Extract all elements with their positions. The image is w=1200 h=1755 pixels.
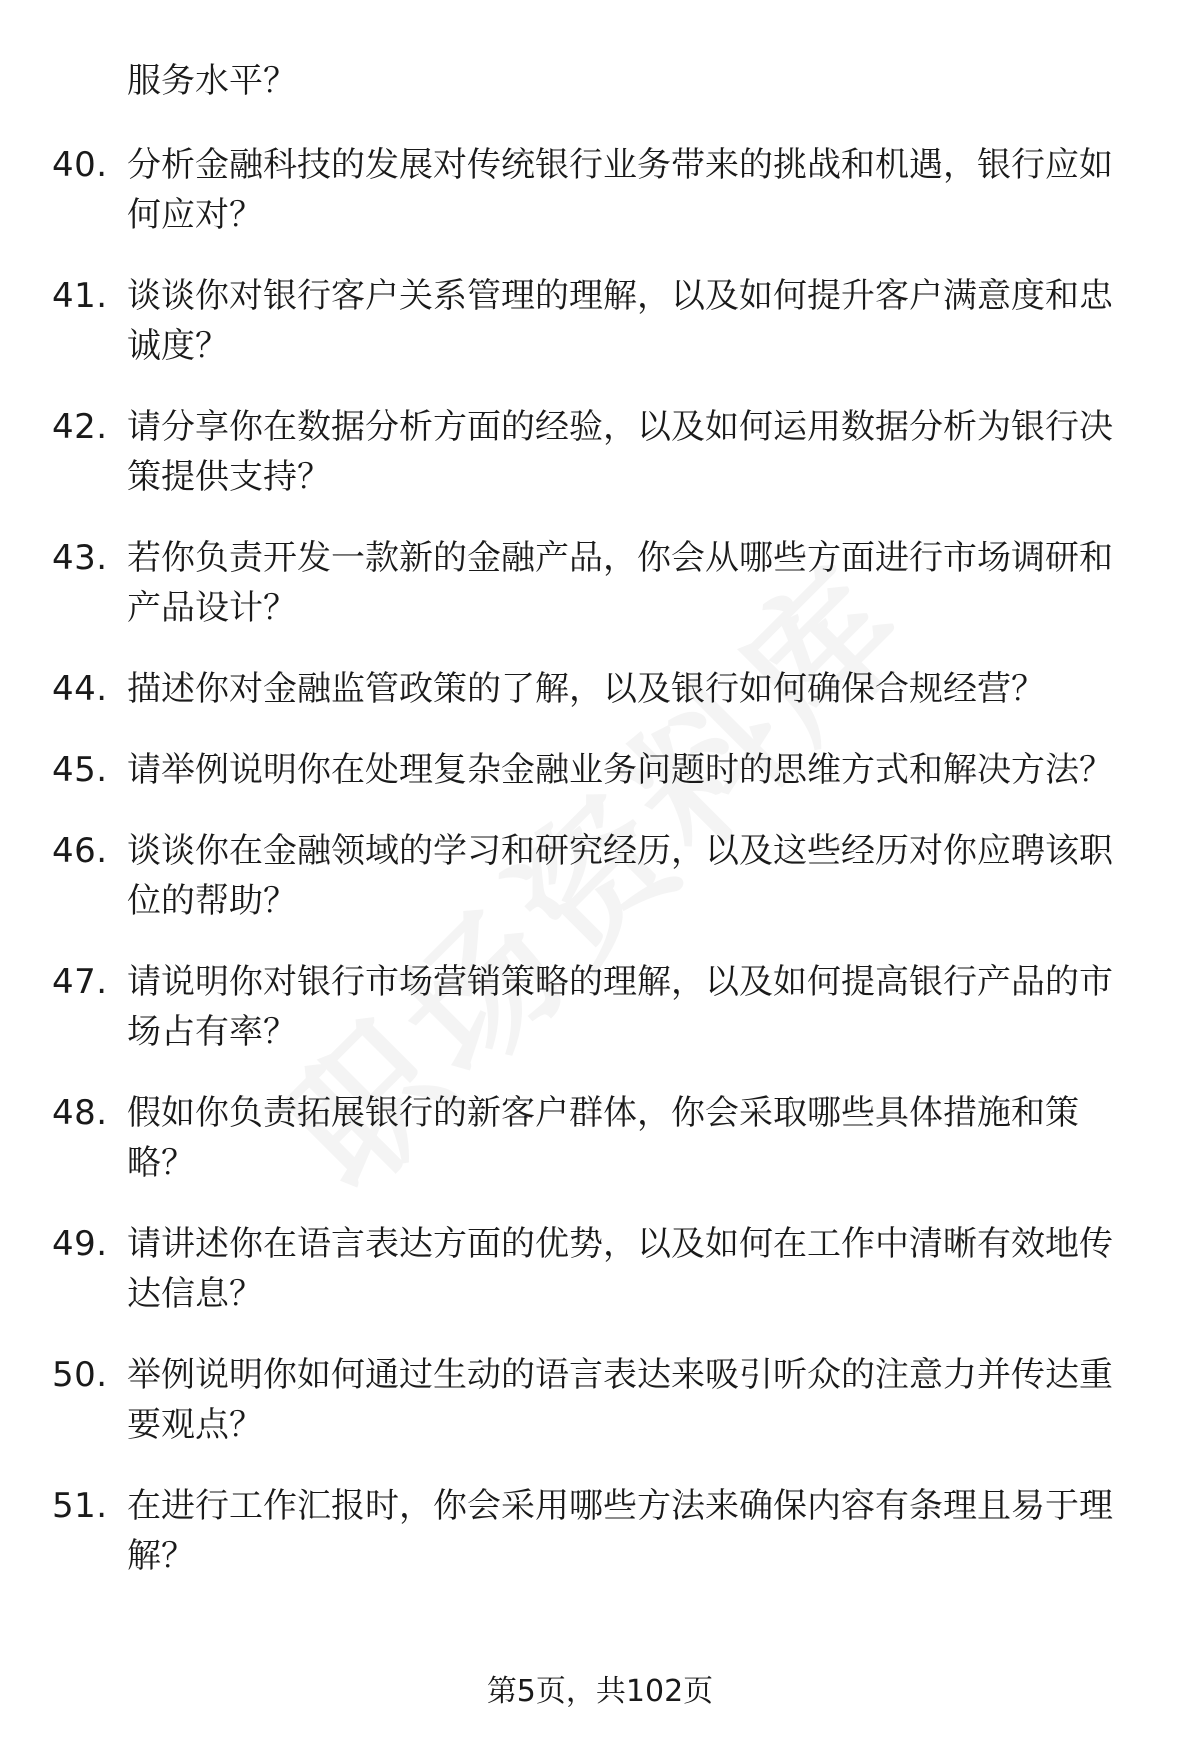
question-number: 46. [52,831,108,871]
question-text: 描述你对金融监管政策的了解，以及银行如何确保合规经营？ [127,669,1045,709]
question-number: 50. [52,1355,108,1395]
question-number: 43. [52,538,108,578]
question-number: 51. [52,1486,108,1526]
question-item [52,402,1142,502]
question-item [52,664,1142,714]
question-number: 48. [52,1093,108,1133]
question-item [52,745,1142,795]
question-number: 41. [52,276,108,316]
question-number: 44. [52,669,108,709]
question-item [52,1350,1142,1450]
question-list [52,140,1142,1612]
question-text: 假如你负责拓展银行的新客户群体，你会采取哪些具体措施和策略？ [127,1093,1079,1183]
question-text: 若你负责开发一款新的金融产品，你会从哪些方面进行市场调研和产品设计？ [127,538,1113,628]
question-text: 分析金融科技的发展对传统银行业务带来的挑战和机遇，银行应如何应对？ [127,145,1113,235]
question-item [52,1219,1142,1319]
question-item [52,533,1142,633]
question-item [52,1088,1142,1188]
question-text: 请分享你在数据分析方面的经验，以及如何运用数据分析为银行决策提供支持？ [127,407,1113,497]
continuation-text: 服务水平？ [127,61,297,101]
question-text: 请讲述你在语言表达方面的优势，以及如何在工作中清晰有效地传达信息？ [127,1224,1113,1314]
question-text: 谈谈你对银行客户关系管理的理解，以及如何提升客户满意度和忠诚度？ [127,276,1113,366]
question-text: 在进行工作汇报时，你会采用哪些方法来确保内容有条理且易于理解？ [127,1486,1113,1576]
page-footer: 第5页，共102页 [486,1674,714,1709]
question-item [52,957,1142,1057]
question-text: 请举例说明你在处理复杂金融业务问题时的思维方式和解决方法？ [127,750,1113,790]
question-item [52,271,1142,371]
question-number: 42. [52,407,108,447]
question-number: 40. [52,145,108,185]
question-item [52,1481,1142,1581]
question-text: 请说明你对银行市场营销策略的理解，以及如何提高银行产品的市场占有率？ [127,962,1113,1052]
question-item [52,826,1142,926]
question-number: 49. [52,1224,108,1264]
question-text: 谈谈你在金融领域的学习和研究经历，以及这些经历对你应聘该职位的帮助？ [127,831,1113,921]
question-number: 45. [52,750,108,790]
question-text: 举例说明你如何通过生动的语言表达来吸引听众的注意力并传达重要观点？ [127,1355,1113,1445]
question-item [52,140,1142,240]
question-number: 47. [52,962,108,1002]
